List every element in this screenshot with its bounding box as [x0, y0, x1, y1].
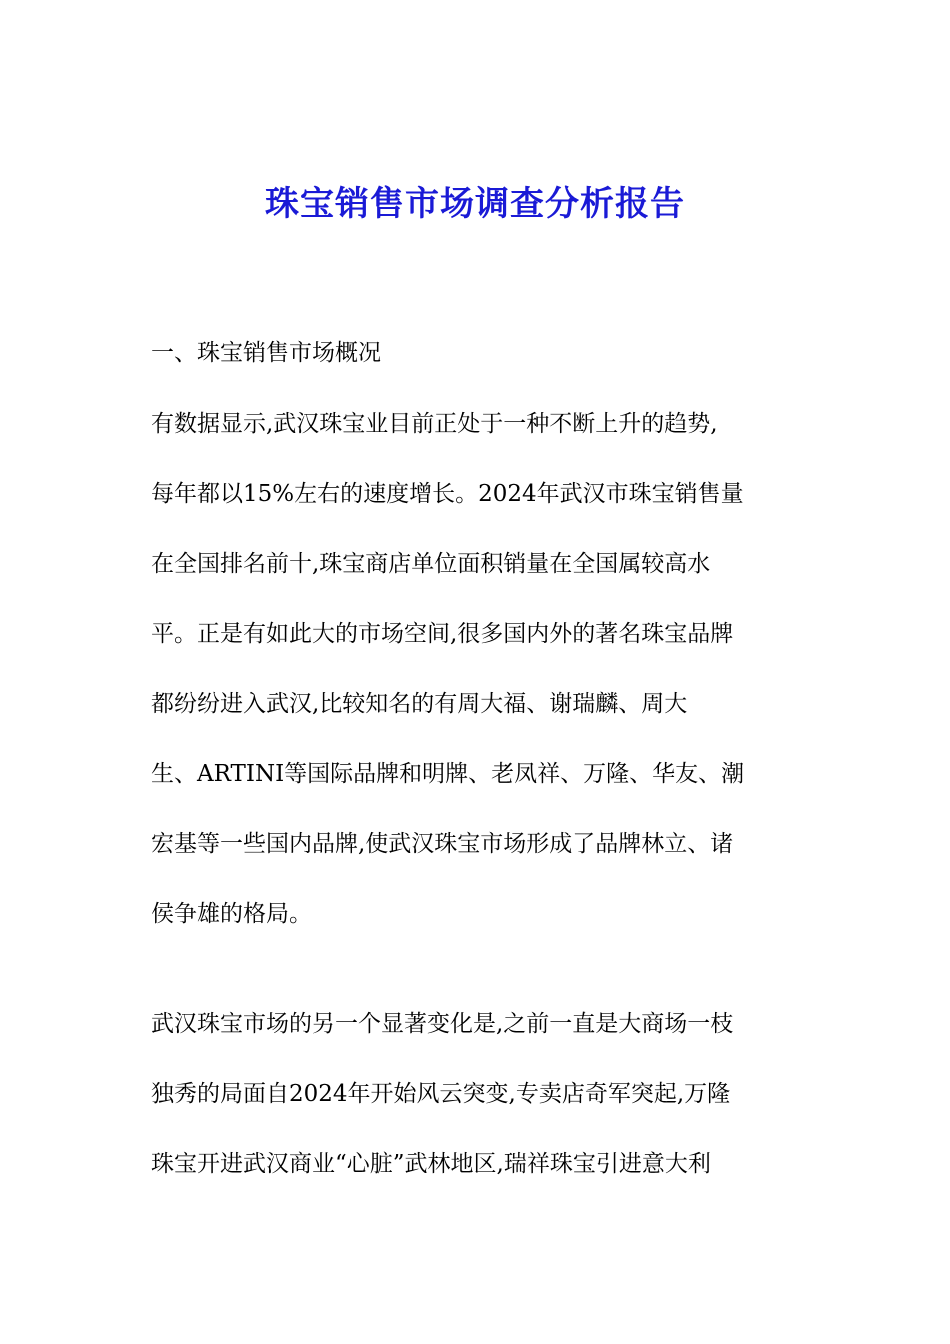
text-line: 独秀的局面自2024年开始风云突变,专卖店奇军突起,万隆 [151, 1081, 731, 1107]
text-line: 在全国排名前十,珠宝商店单位面积销量在全国属较高水 [151, 551, 711, 577]
text-line: 都纷纷进入武汉,比较知名的有周大福、谢瑞麟、周大 [151, 691, 688, 717]
text-line: 生、ARTINI等国际品牌和明牌、老凤祥、万隆、华友、潮 [151, 761, 745, 787]
text-line: 武汉珠宝市场的另一个显著变化是,之前一直是大商场一枝 [151, 1011, 734, 1037]
paragraph-2 [151, 1004, 811, 1214]
paragraph-1 [151, 404, 811, 964]
section-heading: 一、珠宝销售市场概况 [151, 340, 381, 366]
document-title: 珠宝销售市场调查分析报告 [265, 184, 685, 224]
text-line: 平。正是有如此大的市场空间,很多国内外的著名珠宝品牌 [151, 621, 734, 647]
text-line: 每年都以15%左右的速度增长。2024年武汉市珠宝销售量 [151, 481, 744, 507]
text-line: 宏基等一些国内品牌,使武汉珠宝市场形成了品牌林立、诸 [151, 831, 734, 857]
text-line: 有数据显示,武汉珠宝业目前正处于一种不断上升的趋势, [151, 411, 718, 437]
text-line: 侯争雄的格局。 [151, 901, 312, 927]
text-line: 珠宝开进武汉商业“心脏”武林地区,瑞祥珠宝引进意大利 [151, 1151, 711, 1177]
